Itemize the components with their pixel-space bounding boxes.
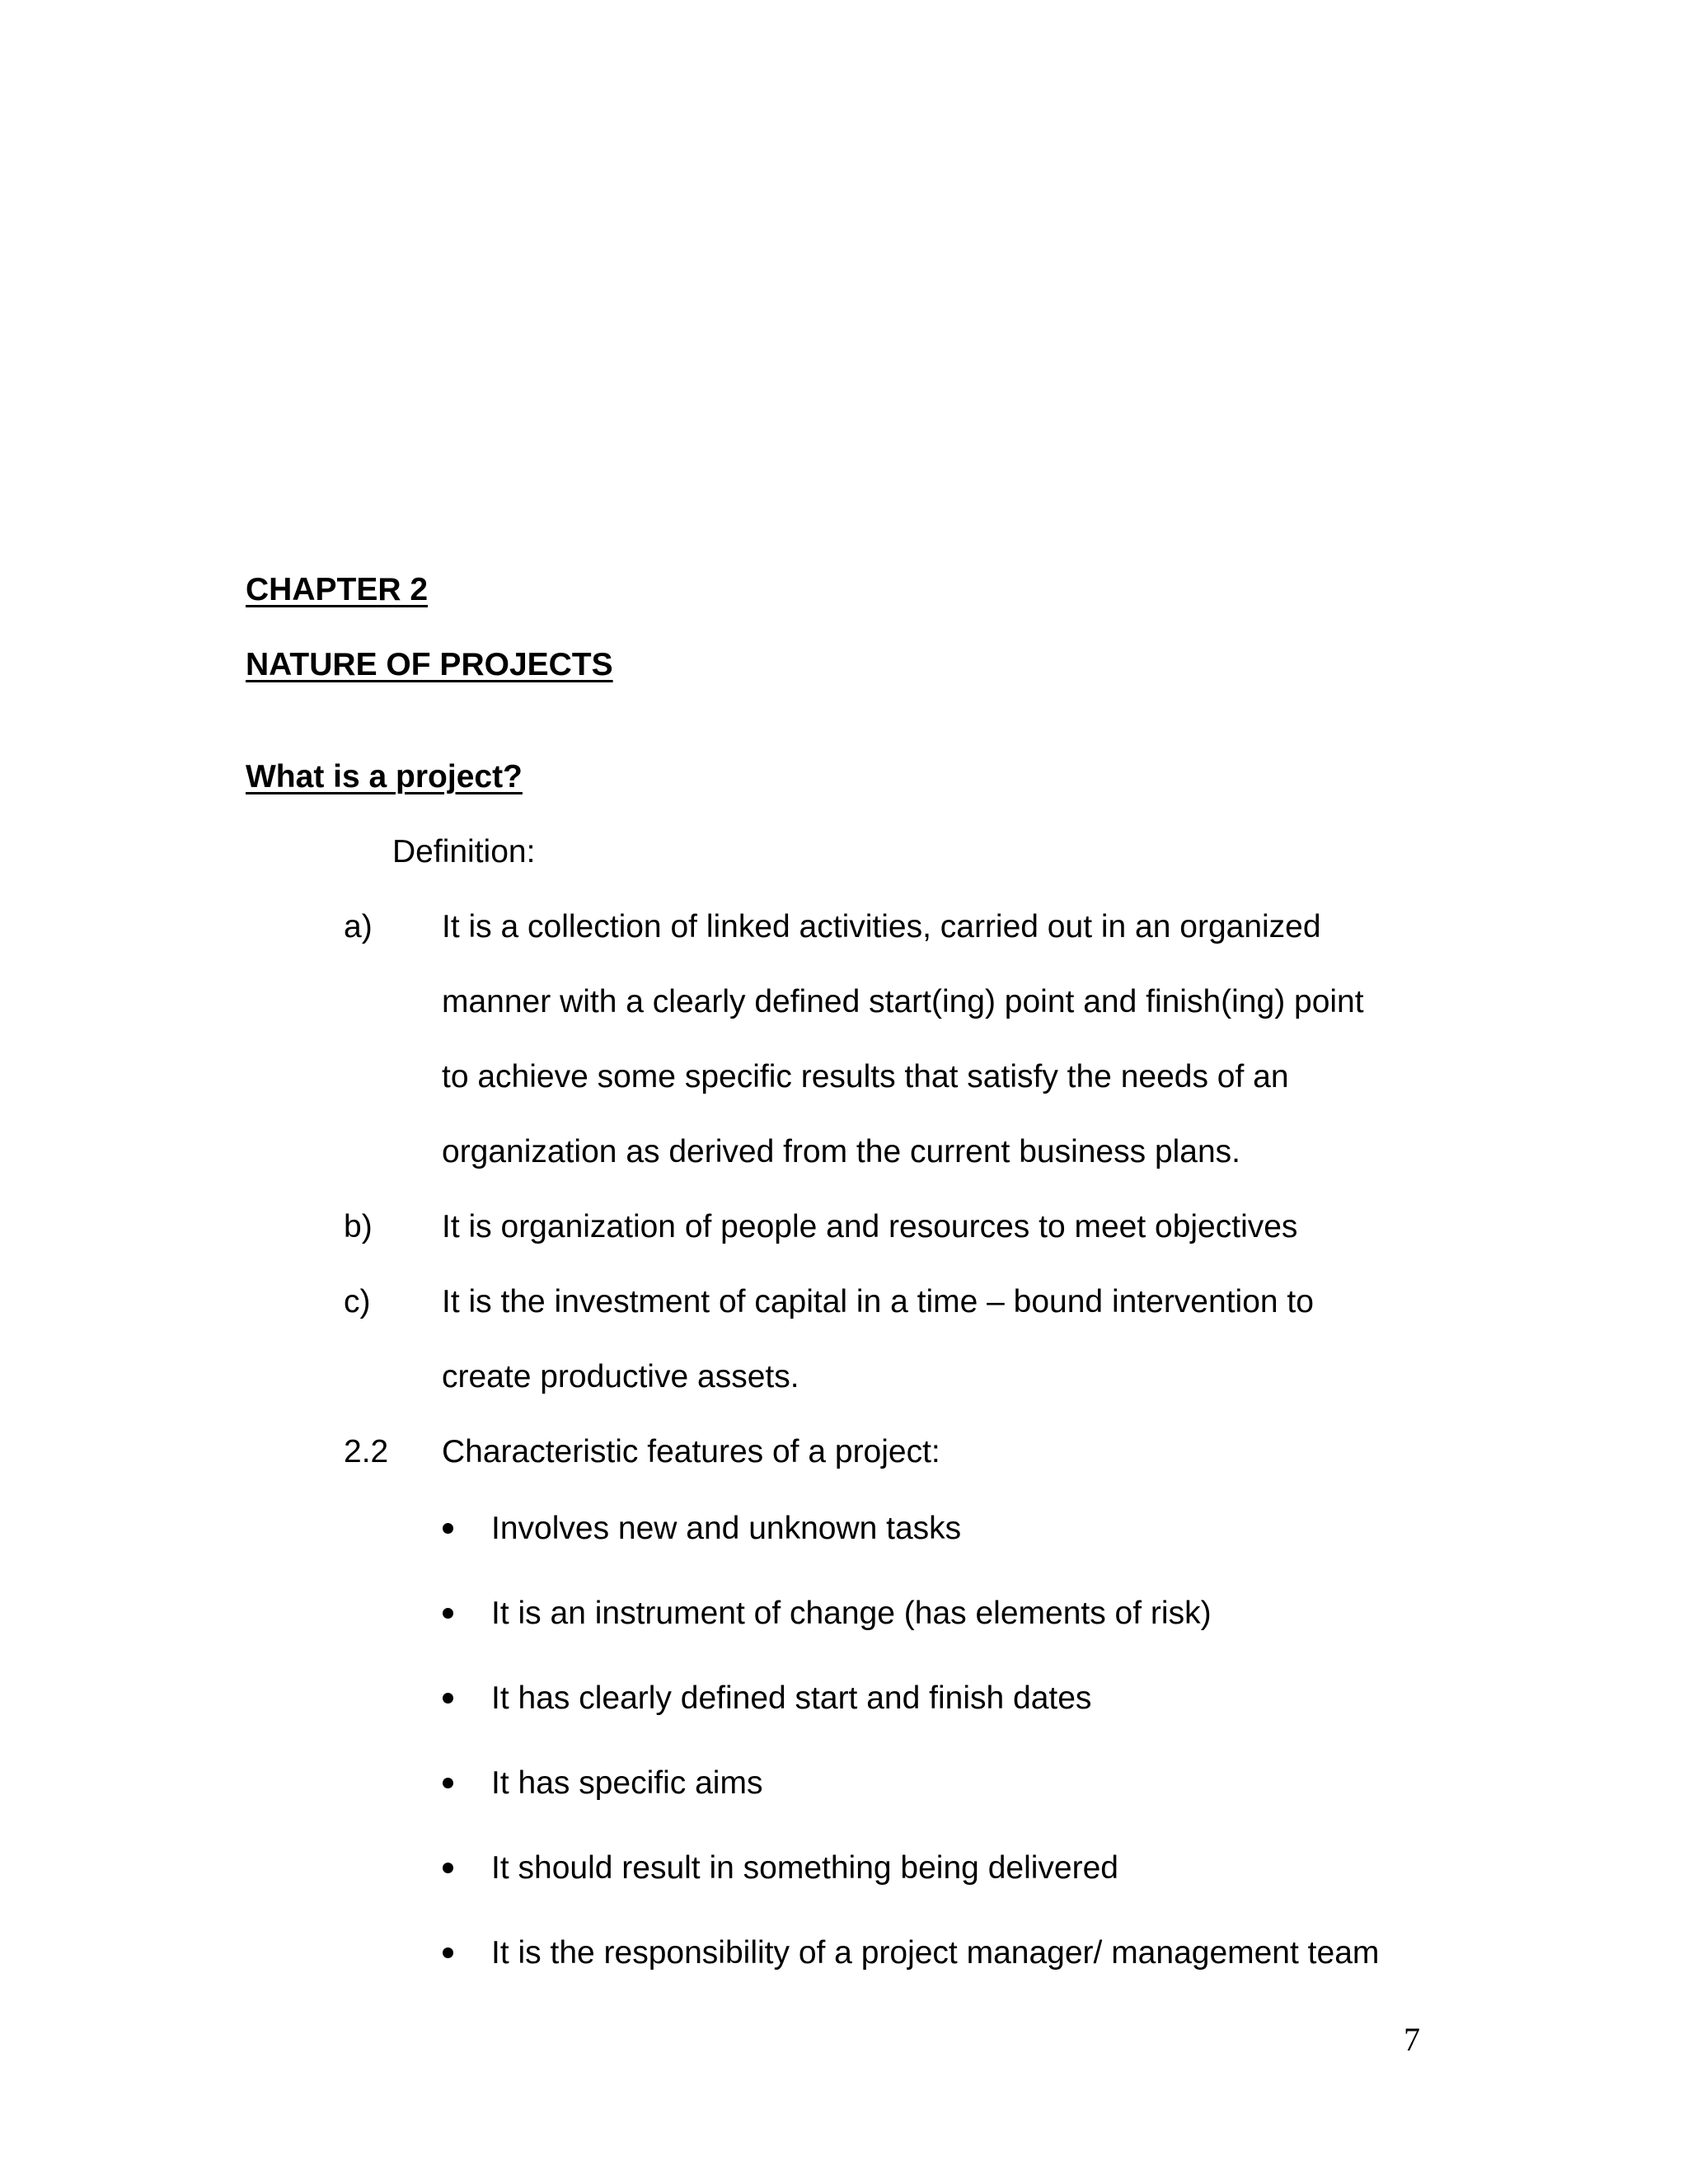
- bullet-icon: [443, 1523, 453, 1534]
- definition-marker: b): [344, 1209, 373, 1244]
- bullet-icon: [443, 1863, 453, 1873]
- bullet-icon: [443, 1947, 453, 1958]
- feature-text: Involves new and unknown tasks: [491, 1511, 962, 1546]
- page-number: 7: [1404, 2021, 1420, 2058]
- chapter-number: CHAPTER 2: [246, 572, 429, 607]
- bullet-icon: [443, 1608, 453, 1619]
- chapter-title: NATURE OF PROJECTS: [246, 647, 613, 682]
- definition-line: It is a collection of linked activities, carried out in an organized: [442, 909, 1321, 944]
- bullet-icon: [443, 1693, 453, 1704]
- definition-label: Definition:: [392, 834, 536, 869]
- definition-line: It is organization of people and resources to meet objectives: [442, 1209, 1298, 1244]
- feature-text: It should result in something being delivered: [491, 1850, 1118, 1886]
- subsection-title: Characteristic features of a project:: [442, 1434, 940, 1469]
- feature-text: It has specific aims: [491, 1765, 763, 1801]
- subsection-number: 2.2: [344, 1434, 389, 1469]
- definition-line: It is the investment of capital in a time – bound intervention to: [442, 1284, 1314, 1319]
- definition-line: to achieve some specific results that satisfy the needs of an: [442, 1059, 1289, 1094]
- definition-line: organization as derived from the current business plans.: [442, 1134, 1241, 1169]
- definition-line: create productive assets.: [442, 1359, 799, 1394]
- definition-marker: c): [344, 1284, 371, 1319]
- bullet-icon: [443, 1778, 453, 1788]
- feature-text: It has clearly defined start and finish dates: [491, 1680, 1092, 1716]
- section-heading: What is a project?: [246, 759, 523, 794]
- feature-text: It is an instrument of change (has elements of risk): [491, 1596, 1212, 1631]
- definition-line: manner with a clearly defined start(ing) point and finish(ing) point: [442, 984, 1364, 1019]
- feature-text: It is the responsibility of a project manager/ management team: [491, 1935, 1380, 1971]
- definition-marker: a): [344, 909, 373, 944]
